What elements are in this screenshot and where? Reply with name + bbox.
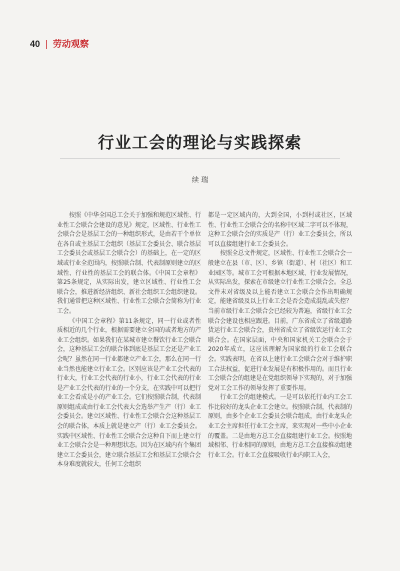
paragraph: 行业工会的组建模式。一是可以依托行业内工会工作比较好的龙头企业工会建立。按照联合制，代表制的原则，由多个企业工会委员会联合组成，由行业龙头企业工会主席担任行业工会主席，来实现对一些中小企业的覆盖。二是由地方总工会直接组建行业工会。按照地域相邻、行业相同的原则，由地方总工会直接推动组建行业工会。行业工会直接吸收行业内职工入会， (208, 394, 352, 459)
page-number: 40 (30, 39, 41, 49)
article-title: 行业工会的理论与实践探索 (97, 133, 302, 152)
article-author: 续 瑞 (191, 176, 209, 184)
paragraph: 按照全总文件规定，区域性、行业性工会联合会一般建立在县（市、区）、乡镇（街道）、村（社区）和工业园区等。城市工会可根据本地区域、行业发展情况，从实际出发，探索在市级建立行业性工会联合会。全总文件未对省级及以上能否建立工会联合会作出明确规定，能建省级及以上行业工会是否会造成混乱或失控？当前市级行业工会联合会已经较为普遍，省级行业工会联合会建设也相应跟进。目前，广东省成立了省级道路货运行业工会联合会，贵州省成立了省级饮运行业工会联合会。在国家层面，中央和国家机关工会联合会于2020年成立，这应该理解为国家级的行业工会联合会。实践表明，在省以上建行业工会联合会对于维护职工合法权益，促进行业发展是有积极作用的。而且行业工会联合会的组建是在党组织领导下实现的，对于加强党对工会工作的领导发挥了重要作用。 (208, 250, 352, 392)
paragraph: 都是一定区域内的，大到全国，小到村或社区，区域性、行业性工会联合会的名称中区域二字可以不体现，这种工会联合会的实质是产（行）业工会委员会，所以可以直接组建行业工会委员会。 (208, 212, 352, 248)
paragraph: 《中国工会章程》第11条规定，同一行业或者性质相近的几个行业，根据需要建立全国的或者地方的产业工会组织。如果我们在某城市建立餐饮行业工会联合会，这种基层工会的联合体到底是基层工会还是产业工会呢？虽然在同一行业都建立产业工会，那么在同一行业当然也能建立行业工会。区别应该是产业工会代表的行业大，行业工会代表的行业小，行业工会代表的行业是产业工会代表的行业的一个分支，在实践中可以把行业工会看成是小的产业工会。它们按照联合制，代表制原则组成或由行业工会代表大会选举产生产（行）业工会委员会。建立区域性、行业性工会联合会这种基层工会的联合体，本质上就是建立产（行）业工会委员会。实践中区域性、行业性工会联合会这种自下而上建立行业工会联合会是一种理想状态。因为在区域内有个集团建立工会委员会，建立联合基层工会和基层工会联合会本身难度就较大，任何工会组织 (57, 317, 201, 469)
paragraph: 按照《中华全国总工会关于加强和规范区域性、行业性工会联合会建设的意见》规定，区域性、行业性工会联合会是基层工会的一种组织形式，是由若干个单位在各自或主基层工会组织（基层工会委员会、联合基层工会委员会或基层工会联合会）的基础上，在一定的区域或行业全范围内，按照联合制、代表制原则建立的区域性、行业性的基层工会的联合体。《中国工会章程》第25条规定，从实际出发，建立区域性、行业性工会联合会，推进新经济组织、新社会组织工会组织建设。我们通常把这种区域性、行业性工会联合会简称为行业工会。 (57, 212, 201, 315)
section-name: 劳动观察 (52, 40, 89, 50)
running-header (30, 38, 89, 51)
body-column-left (57, 211, 201, 554)
title-divider (60, 158, 340, 159)
body-column-right (208, 211, 352, 554)
header-separator: | (44, 40, 48, 50)
